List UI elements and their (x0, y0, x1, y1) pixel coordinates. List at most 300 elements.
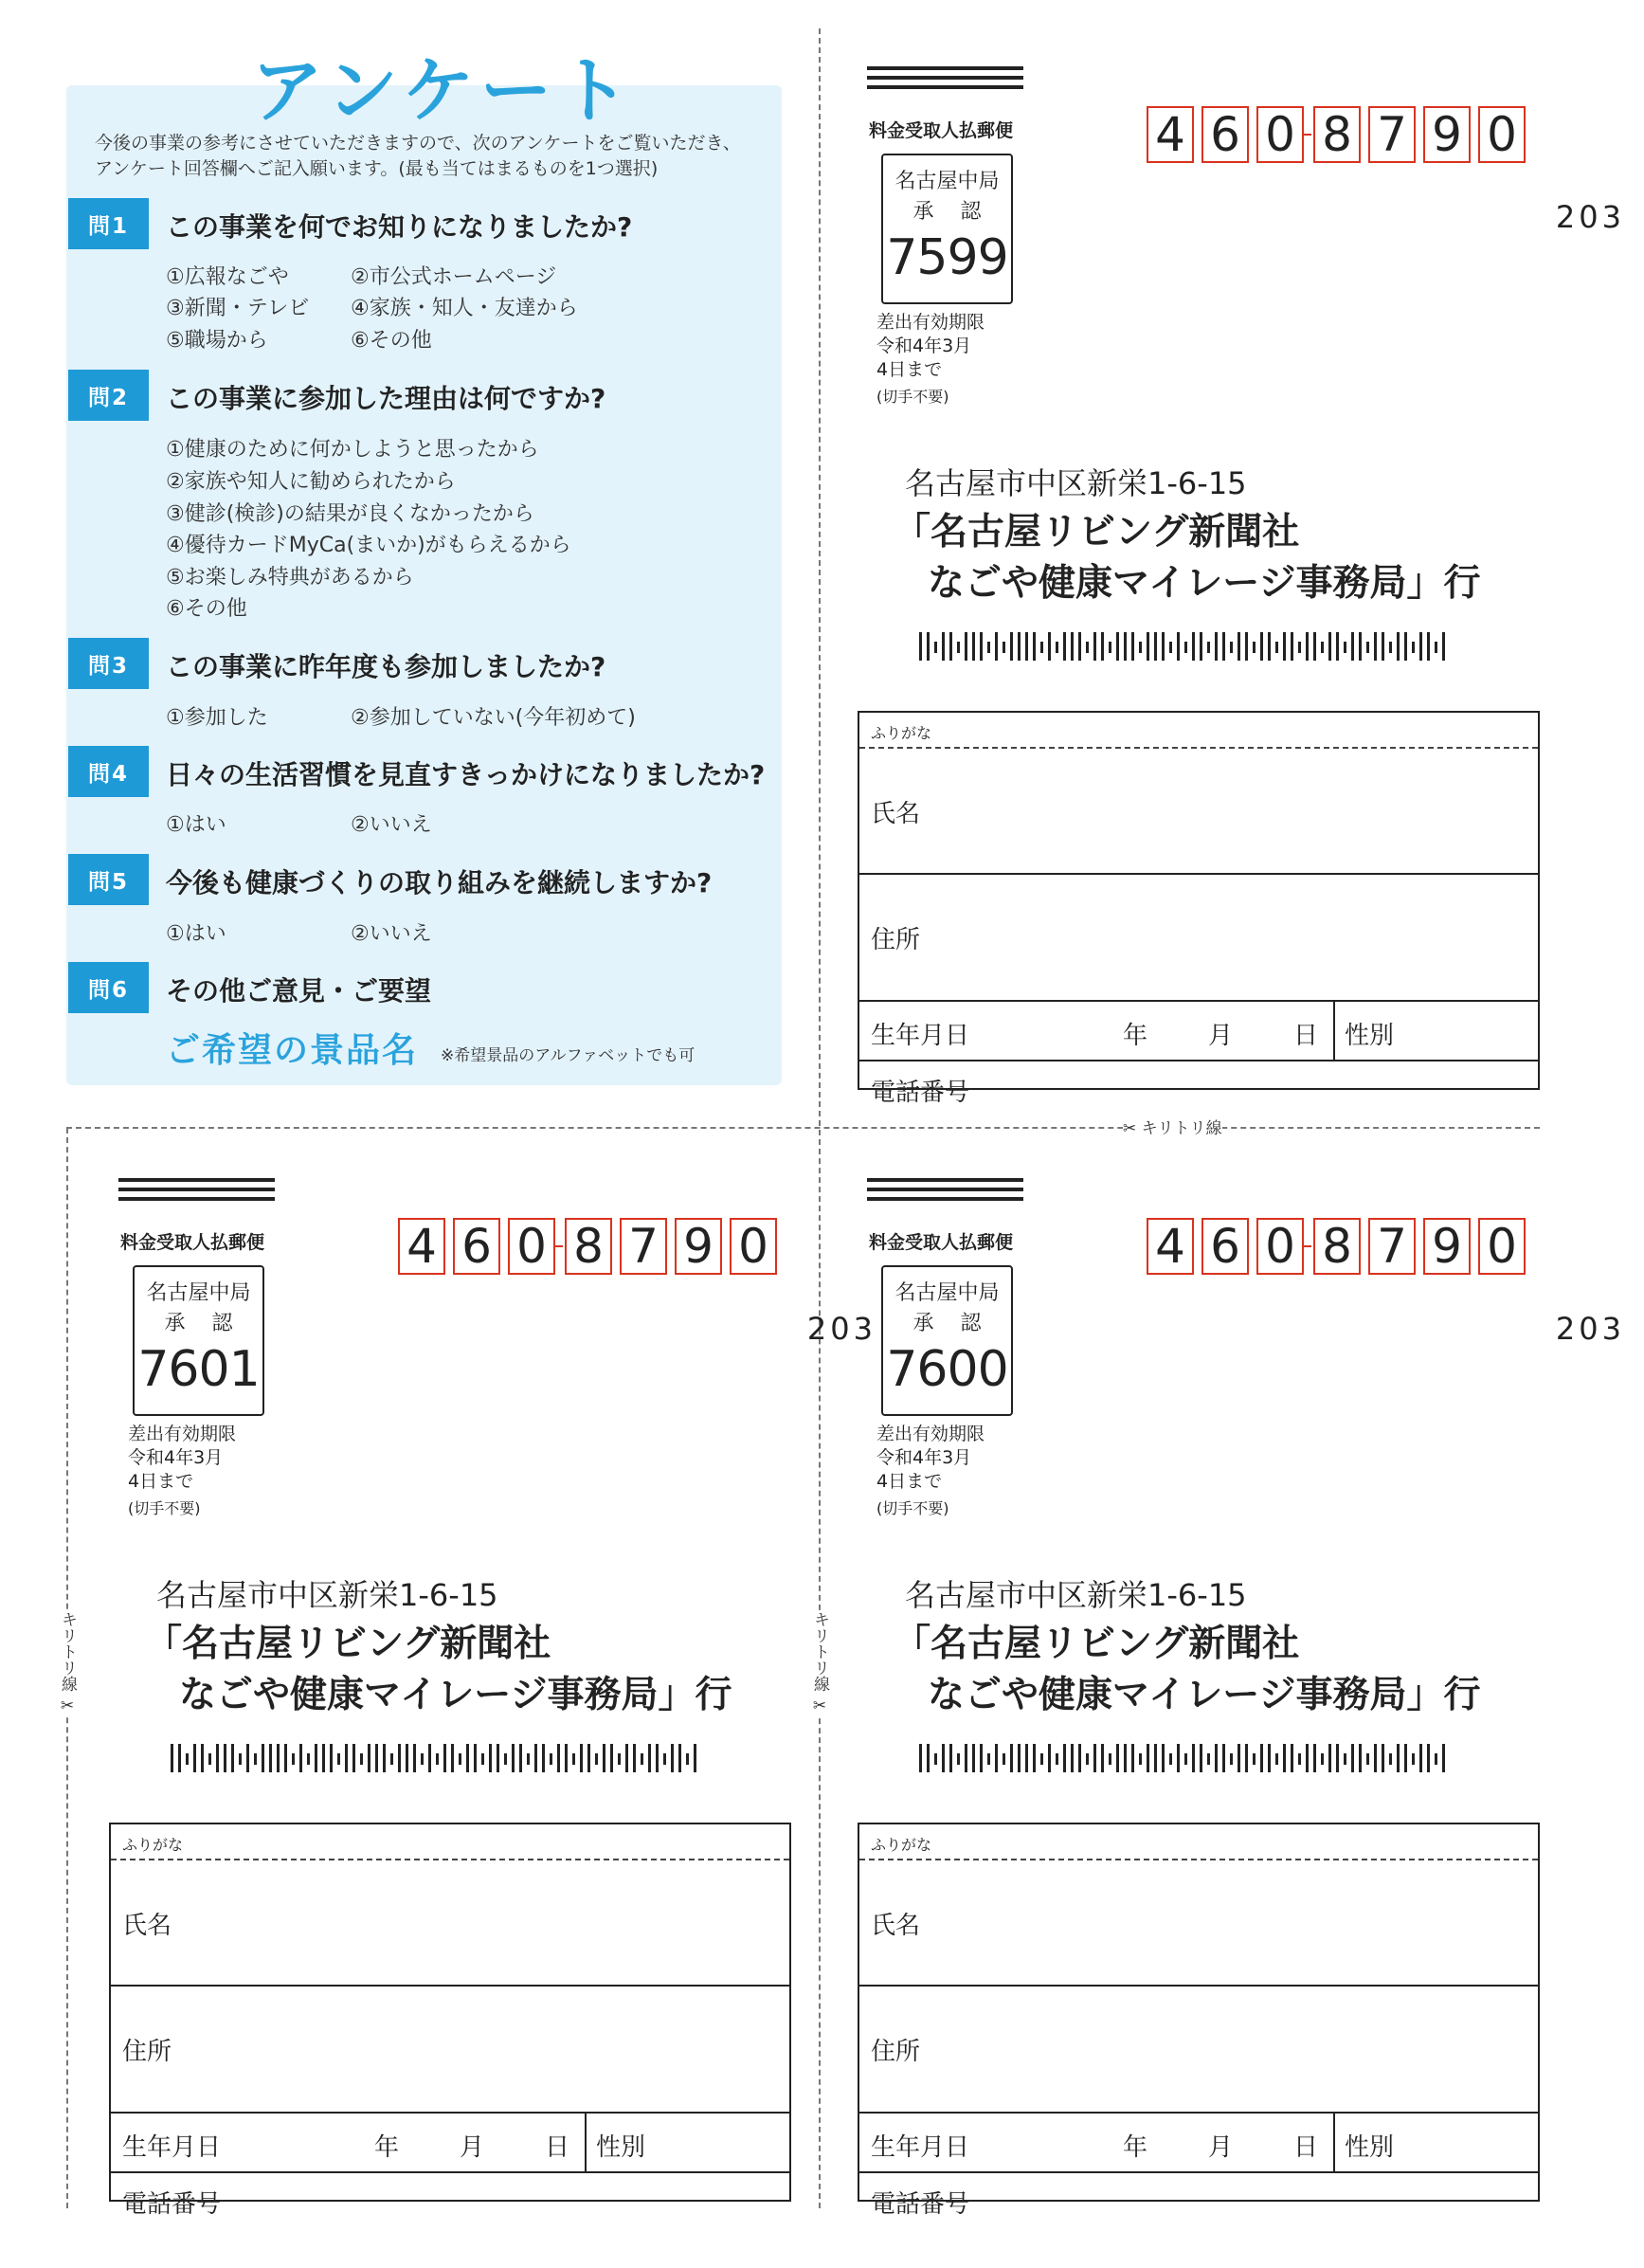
zip-digit: 0 (730, 1218, 777, 1275)
barcode-bar (178, 1744, 181, 1772)
barcode-bar (656, 1744, 659, 1772)
barcode-bar (201, 1744, 204, 1772)
barcode-bar (1268, 1744, 1271, 1772)
zip-digit: 8 (1313, 106, 1361, 163)
barcode-bar (1260, 1744, 1263, 1772)
barcode-bar (550, 1753, 552, 1765)
month-label: 月 (460, 2133, 485, 2162)
dob-gender-divider (1333, 1002, 1335, 1060)
barcode-bar (618, 1753, 621, 1765)
validity-line: 差出有効期限 (128, 1424, 237, 1444)
barcode-bar (1404, 1744, 1407, 1772)
barcode-bar (587, 1744, 590, 1772)
gender-label: 性別 (1345, 1022, 1395, 1050)
question-4-option[interactable]: ①はい (166, 813, 226, 837)
year-label: 年 (1123, 1022, 1148, 1050)
barcode-bar (1442, 1744, 1445, 1772)
barcode-bar (987, 1753, 990, 1765)
validity-line: 4日まで (876, 359, 943, 380)
barcode-bar (1169, 1753, 1172, 1765)
barcode-bar (451, 1744, 454, 1772)
barcode-bar (686, 1753, 689, 1765)
no-stamp-note: (切手不要) (128, 1499, 201, 1517)
barcode-bar (1147, 1744, 1149, 1772)
barcode-bar (942, 632, 945, 661)
address-field[interactable] (859, 1987, 1538, 2114)
question-1-option[interactable]: ②市公式ホームページ (351, 265, 557, 289)
barcode-bar (1018, 1744, 1021, 1772)
validity (128, 1423, 236, 1520)
barcode-bar (957, 642, 960, 653)
barcode-bar (663, 1753, 666, 1765)
postcard (867, 66, 1644, 1156)
barcode-bar (1419, 632, 1422, 661)
barcode-bar (1397, 632, 1400, 661)
postage-label: 料金受取人払郵便 (120, 1232, 265, 1253)
barcode-bar (1321, 1753, 1324, 1765)
validity-line: 4日まで (876, 1471, 943, 1492)
customer-barcode (919, 632, 1459, 661)
phone-field[interactable] (111, 2173, 789, 2219)
barcode-bar (1404, 632, 1407, 661)
question-3-option[interactable]: ②参加していない(今年初めて) (351, 706, 636, 730)
question-4-badge: 問4 (68, 746, 149, 797)
day-label: 日 (545, 2133, 570, 2162)
barcode-bar (330, 1744, 333, 1772)
survey-title: アンケート (251, 48, 636, 133)
barcode-bar (1215, 632, 1218, 661)
validity-line: 令和4年3月 (128, 1447, 224, 1468)
validity (876, 311, 985, 408)
barcode-bar (1306, 632, 1309, 661)
barcode-bar (965, 632, 967, 661)
month-label: 月 (1208, 1022, 1234, 1050)
stamp-approve: 承認 (164, 1312, 260, 1335)
barcode-bar (1291, 1744, 1293, 1772)
address-label: 住所 (122, 2038, 172, 2066)
barcode-bar (1389, 1753, 1392, 1765)
barcode-bar (1328, 632, 1331, 661)
barcode-bar (299, 1744, 302, 1772)
question-2-option[interactable]: ④優待カードMyCa(まいか)がもらえるから (166, 534, 571, 557)
cut-line-text: キリトリ線 (58, 1611, 77, 1692)
question-2-option[interactable]: ①健康のために何かしようと思ったから (166, 438, 539, 462)
barcode-bar (231, 1744, 234, 1772)
barcode-bar (995, 1744, 998, 1772)
question-1-option[interactable]: ④家族・知人・友達から (351, 297, 578, 320)
barcode-bar (1427, 1744, 1430, 1772)
phone-label: 電話番号 (122, 2190, 222, 2219)
stamp-approve: 承認 (912, 1312, 1008, 1335)
barcode-bar (1101, 632, 1104, 661)
barcode-bar (927, 1744, 930, 1772)
zip-digit: 0 (1256, 1218, 1304, 1275)
validity-line: 令和4年3月 (876, 1447, 972, 1468)
furigana-label: ふりがな (122, 1836, 184, 1854)
question-2-option[interactable]: ⑥その他 (166, 597, 247, 621)
reply-form (858, 711, 1540, 1107)
barcode-bar (603, 1744, 605, 1772)
postcard (118, 1178, 895, 2268)
barcode-bar (1328, 1744, 1331, 1772)
barcode-bar (1207, 642, 1210, 653)
question-2-option[interactable]: ③健診(検診)の結果が良くなかったから (166, 502, 534, 526)
barcode-bar (1298, 642, 1301, 653)
zip-digit: 7 (1368, 106, 1416, 163)
gender-label: 性別 (596, 2133, 646, 2162)
dob-label: 生年月日 (122, 2133, 222, 2162)
barcode-bar (572, 1753, 575, 1765)
barcode-bar (368, 1744, 370, 1772)
barcode-bar (678, 1744, 681, 1772)
dob-gender-divider (1333, 2114, 1335, 2171)
barcode-bar (1313, 632, 1316, 661)
zip-dash (1304, 134, 1311, 136)
stamp-office: 名古屋中局 (894, 1281, 1000, 1305)
barcode-bar (1238, 632, 1240, 661)
barcode-bar (1253, 642, 1256, 653)
barcode-bar (1283, 632, 1286, 661)
barcode-bar (1222, 632, 1225, 661)
barcode-bar (292, 1753, 295, 1765)
barcode-bar (1025, 1744, 1028, 1772)
no-stamp-note: (切手不要) (876, 388, 949, 406)
reply-form (858, 1823, 1540, 2219)
barcode-bar (1207, 1753, 1210, 1765)
barcode-bar (1222, 1744, 1225, 1772)
barcode-bar (1018, 632, 1021, 661)
barcode-bar (375, 1744, 378, 1772)
zip-digit: 4 (1147, 106, 1194, 163)
barcode-bar (497, 1744, 499, 1772)
question-1-option[interactable]: ①広報なごや (166, 265, 289, 289)
question-5-text: 今後も健康づくりの取り組みを継続しますか? (166, 867, 713, 898)
barcode-bar (284, 1744, 287, 1772)
barcode-bar (1427, 632, 1430, 661)
dob-gender-row[interactable] (859, 1002, 1538, 1061)
barcode-bar (671, 1744, 674, 1772)
barcode-bar (980, 1744, 983, 1772)
barcode-bar (972, 1744, 975, 1772)
barcode-bar (186, 1753, 189, 1765)
barcode-bar (1162, 1744, 1165, 1772)
zip-digit: 8 (565, 1218, 612, 1275)
scissors-icon: ✂ (60, 1696, 75, 1715)
zip-code (1147, 1218, 1533, 1275)
barcode-bar (1154, 1744, 1157, 1772)
postal-code-suffix: 203 (806, 1311, 876, 1347)
reply-form (109, 1823, 791, 2219)
barcode-bar (277, 1744, 280, 1772)
address-label: 住所 (871, 926, 921, 954)
gender-label: 性別 (1345, 2133, 1395, 2162)
zip-digit: 9 (1423, 1218, 1471, 1275)
barcode-bar (1063, 632, 1066, 661)
barcode-bar (1268, 632, 1271, 661)
barcode-bar (1245, 632, 1248, 661)
name-field[interactable] (111, 1860, 789, 1987)
barcode-bar (443, 1744, 446, 1772)
question-5-option[interactable]: ②いいえ (351, 922, 432, 946)
recipient-name (145, 1619, 732, 1721)
scissors-icon: ✂ (812, 1696, 827, 1715)
validity-line: 差出有効期限 (876, 1424, 985, 1444)
barcode-bar (1109, 1753, 1111, 1765)
barcode-bar (1351, 1744, 1354, 1772)
question-3-option[interactable]: ①参加した (166, 706, 268, 730)
postal-code-suffix: 203 (1555, 199, 1625, 235)
barcode-bar (1366, 1753, 1369, 1765)
approval-stamp (881, 1265, 1013, 1416)
barcode-bar (1071, 1744, 1074, 1772)
barcode-bar (1131, 1744, 1134, 1772)
postal-bars (118, 1178, 275, 1207)
zip-digit: 8 (1313, 1218, 1361, 1275)
barcode-bar (428, 1744, 431, 1772)
approval-stamp (881, 154, 1013, 304)
question-5-badge: 問5 (68, 854, 149, 905)
dob-gender-divider (585, 2114, 587, 2171)
year-label: 年 (1123, 2133, 1148, 2162)
furigana-label: ふりがな (871, 724, 932, 742)
zip-digit: 7 (1368, 1218, 1416, 1275)
recipient-name (894, 507, 1480, 609)
name-label: 氏名 (871, 800, 921, 828)
barcode-bar (1192, 1744, 1195, 1772)
barcode-bar (193, 1744, 196, 1772)
cut-line-label: ✂ キリトリ線 (1123, 1115, 1222, 1138)
address-field[interactable] (859, 875, 1538, 1002)
stamp-office: 名古屋中局 (146, 1281, 251, 1305)
barcode-bar (1336, 1744, 1339, 1772)
barcode-bar (1321, 642, 1324, 653)
barcode-bar (580, 1744, 583, 1772)
approval-number: 7599 (886, 229, 1008, 286)
barcode-bar (1040, 642, 1043, 653)
name-field[interactable] (859, 1860, 1538, 1987)
barcode-bar (481, 1753, 484, 1765)
barcode-bar (1275, 1753, 1278, 1765)
phone-label: 電話番号 (871, 2190, 970, 2219)
barcode-bar (1435, 642, 1437, 653)
barcode-bar (949, 1744, 952, 1772)
question-2-option[interactable]: ②家族や知人に勧められたから (166, 470, 456, 494)
barcode-bar (307, 1753, 310, 1765)
zip-digit: 9 (675, 1218, 722, 1275)
barcode-bar (1093, 632, 1096, 661)
zip-digit: 9 (1423, 106, 1471, 163)
barcode-bar (1010, 1744, 1013, 1772)
barcode-bar (413, 1744, 416, 1772)
question-2-badge: 問2 (68, 370, 149, 421)
barcode-bar (965, 1744, 967, 1772)
barcode-bar (927, 632, 930, 661)
prize-note: ※希望景品のアルファベットでも可 (441, 1046, 696, 1065)
barcode-bar (1093, 1744, 1096, 1772)
barcode-bar (1124, 1744, 1127, 1772)
phone-field[interactable] (859, 2173, 1538, 2219)
barcode-bar (1162, 632, 1165, 661)
barcode-bar (1245, 1744, 1248, 1772)
barcode-bar (1184, 642, 1187, 653)
question-2-text: この事業に参加した理由は何ですか? (166, 383, 606, 414)
barcode-bar (1071, 632, 1074, 661)
barcode-bar (934, 1753, 937, 1765)
barcode-bar (534, 1744, 537, 1772)
barcode-bar (1351, 632, 1354, 661)
barcode-bar (519, 1744, 522, 1772)
barcode-bar (1025, 632, 1028, 661)
barcode-bar (322, 1744, 325, 1772)
furigana-row[interactable] (859, 713, 1538, 749)
barcode-bar (474, 1744, 477, 1772)
barcode-bar (1313, 1744, 1316, 1772)
barcode-bar (1003, 642, 1005, 653)
address-label: 住所 (871, 2038, 921, 2066)
recipient-address: 名古屋市中区新栄1-6-15 (156, 1577, 498, 1613)
prize-label: ご希望の景品名 (166, 1031, 419, 1070)
zip-dash (1304, 1245, 1311, 1247)
barcode-bar (1033, 1744, 1036, 1772)
recipient-line-1: 「名古屋リビング新聞社 (894, 1623, 1300, 1665)
barcode-bar (1169, 642, 1172, 653)
barcode-bar (1124, 632, 1127, 661)
barcode-bar (1131, 632, 1134, 661)
phone-field[interactable] (859, 1061, 1538, 1107)
barcode-bar (1442, 632, 1445, 661)
barcode-bar (1412, 642, 1415, 653)
question-3-badge: 問3 (68, 638, 149, 689)
barcode-bar (1344, 1753, 1346, 1765)
barcode-bar (942, 1744, 945, 1772)
stamp-approve: 承認 (912, 200, 1008, 224)
barcode-bar (398, 1744, 401, 1772)
scissors-icon: ✂ (1123, 1119, 1137, 1138)
question-1-option[interactable]: ⑥その他 (351, 329, 432, 353)
barcode-bar (1374, 1744, 1377, 1772)
barcode-bar (436, 1753, 439, 1765)
barcode-bar (337, 1753, 340, 1765)
address-field[interactable] (111, 1987, 789, 2114)
barcode-bar (1382, 1744, 1384, 1772)
barcode-bar (345, 1744, 348, 1772)
dob-gender-row[interactable] (111, 2114, 789, 2173)
furigana-row[interactable] (859, 1824, 1538, 1860)
barcode-bar (1003, 1753, 1005, 1765)
cut-line-label-vertical (57, 1611, 78, 1715)
barcode-bar (995, 632, 998, 661)
barcode-bar (919, 632, 922, 661)
zip-digit: 4 (1147, 1218, 1194, 1275)
question-1-text: この事業を何でお知りになりましたか? (166, 211, 633, 243)
barcode-bar (1010, 632, 1013, 661)
recipient-line-2: なごや健康マイレージ事務局」行 (928, 562, 1481, 605)
validity-line: 4日まで (128, 1471, 194, 1492)
barcode-bar (1336, 632, 1339, 661)
barcode-bar (1253, 1753, 1256, 1765)
zip-digit: 6 (1201, 106, 1249, 163)
question-4-option[interactable]: ②いいえ (351, 813, 432, 837)
barcode-bar (1359, 1744, 1362, 1772)
zip-code (398, 1218, 785, 1275)
question-1-option[interactable]: ⑤職場から (166, 329, 268, 353)
validity-line: 差出有効期限 (876, 312, 985, 333)
barcode-bar (246, 1744, 249, 1772)
barcode-bar (1412, 1753, 1415, 1765)
barcode-bar (1200, 632, 1202, 661)
barcode-bar (565, 1744, 568, 1772)
zip-digit: 0 (1256, 106, 1304, 163)
postage-label: 料金受取人払郵便 (869, 120, 1014, 141)
question-5-option[interactable]: ①はい (166, 922, 226, 946)
zip-digit: 7 (620, 1218, 667, 1275)
barcode-bar (1040, 1753, 1043, 1765)
barcode-bar (557, 1744, 560, 1772)
zip-digit: 6 (1201, 1218, 1249, 1275)
recipient-line-2: なごや健康マイレージ事務局」行 (928, 1674, 1481, 1716)
barcode-bar (269, 1744, 272, 1772)
furigana-row[interactable] (111, 1824, 789, 1860)
barcode-bar (1230, 1753, 1233, 1765)
postcard (867, 1178, 1644, 2268)
barcode-bar (1419, 1744, 1422, 1772)
barcode-bar (315, 1744, 317, 1772)
barcode-bar (1382, 632, 1384, 661)
barcode-bar (1215, 1744, 1218, 1772)
barcode-bar (360, 1753, 363, 1765)
zip-dash (555, 1245, 563, 1247)
question-1-option[interactable]: ③新聞・テレビ (166, 297, 310, 320)
customer-barcode (171, 1744, 711, 1772)
recipient-line-1: 「名古屋リビング新聞社 (145, 1623, 551, 1665)
name-label: 氏名 (871, 1912, 921, 1940)
recipient-address: 名古屋市中区新栄1-6-15 (905, 465, 1247, 501)
barcode-bar (1366, 642, 1369, 653)
barcode-bar (610, 1744, 613, 1772)
name-label: 氏名 (122, 1912, 172, 1940)
question-2-option[interactable]: ⑤お楽しみ特典があるから (166, 566, 414, 590)
barcode-bar (1275, 642, 1278, 653)
question-6-badge: 問6 (68, 962, 149, 1013)
day-label: 日 (1293, 1022, 1319, 1050)
no-stamp-note: (切手不要) (876, 1499, 949, 1517)
barcode-bar (406, 1744, 408, 1772)
barcode-bar (1374, 632, 1377, 661)
name-field[interactable] (859, 749, 1538, 875)
approval-stamp (133, 1265, 264, 1416)
postal-bars (867, 66, 1023, 95)
validity (876, 1423, 985, 1520)
barcode-bar (1298, 1753, 1301, 1765)
barcode-bar (1056, 1753, 1058, 1765)
recipient-name (894, 1619, 1480, 1721)
barcode-bar (1291, 632, 1293, 661)
barcode-bar (1260, 632, 1263, 661)
barcode-bar (1200, 1744, 1202, 1772)
barcode-bar (1078, 632, 1081, 661)
day-label: 日 (1293, 2133, 1319, 2162)
barcode-bar (1147, 632, 1149, 661)
approval-number: 7600 (886, 1341, 1008, 1398)
barcode-bar (1344, 642, 1346, 653)
cut-line-text: キリトリ線 (810, 1611, 829, 1692)
barcode-bar (1435, 1753, 1437, 1765)
barcode-bar (1116, 632, 1119, 661)
dob-gender-row[interactable] (859, 2114, 1538, 2173)
survey-intro-line-1: 今後の事業の参考にさせていただきますので、次のアンケートをご覧いただき、 (95, 133, 741, 154)
postage-label: 料金受取人払郵便 (869, 1232, 1014, 1253)
phone-label: 電話番号 (871, 1079, 970, 1107)
